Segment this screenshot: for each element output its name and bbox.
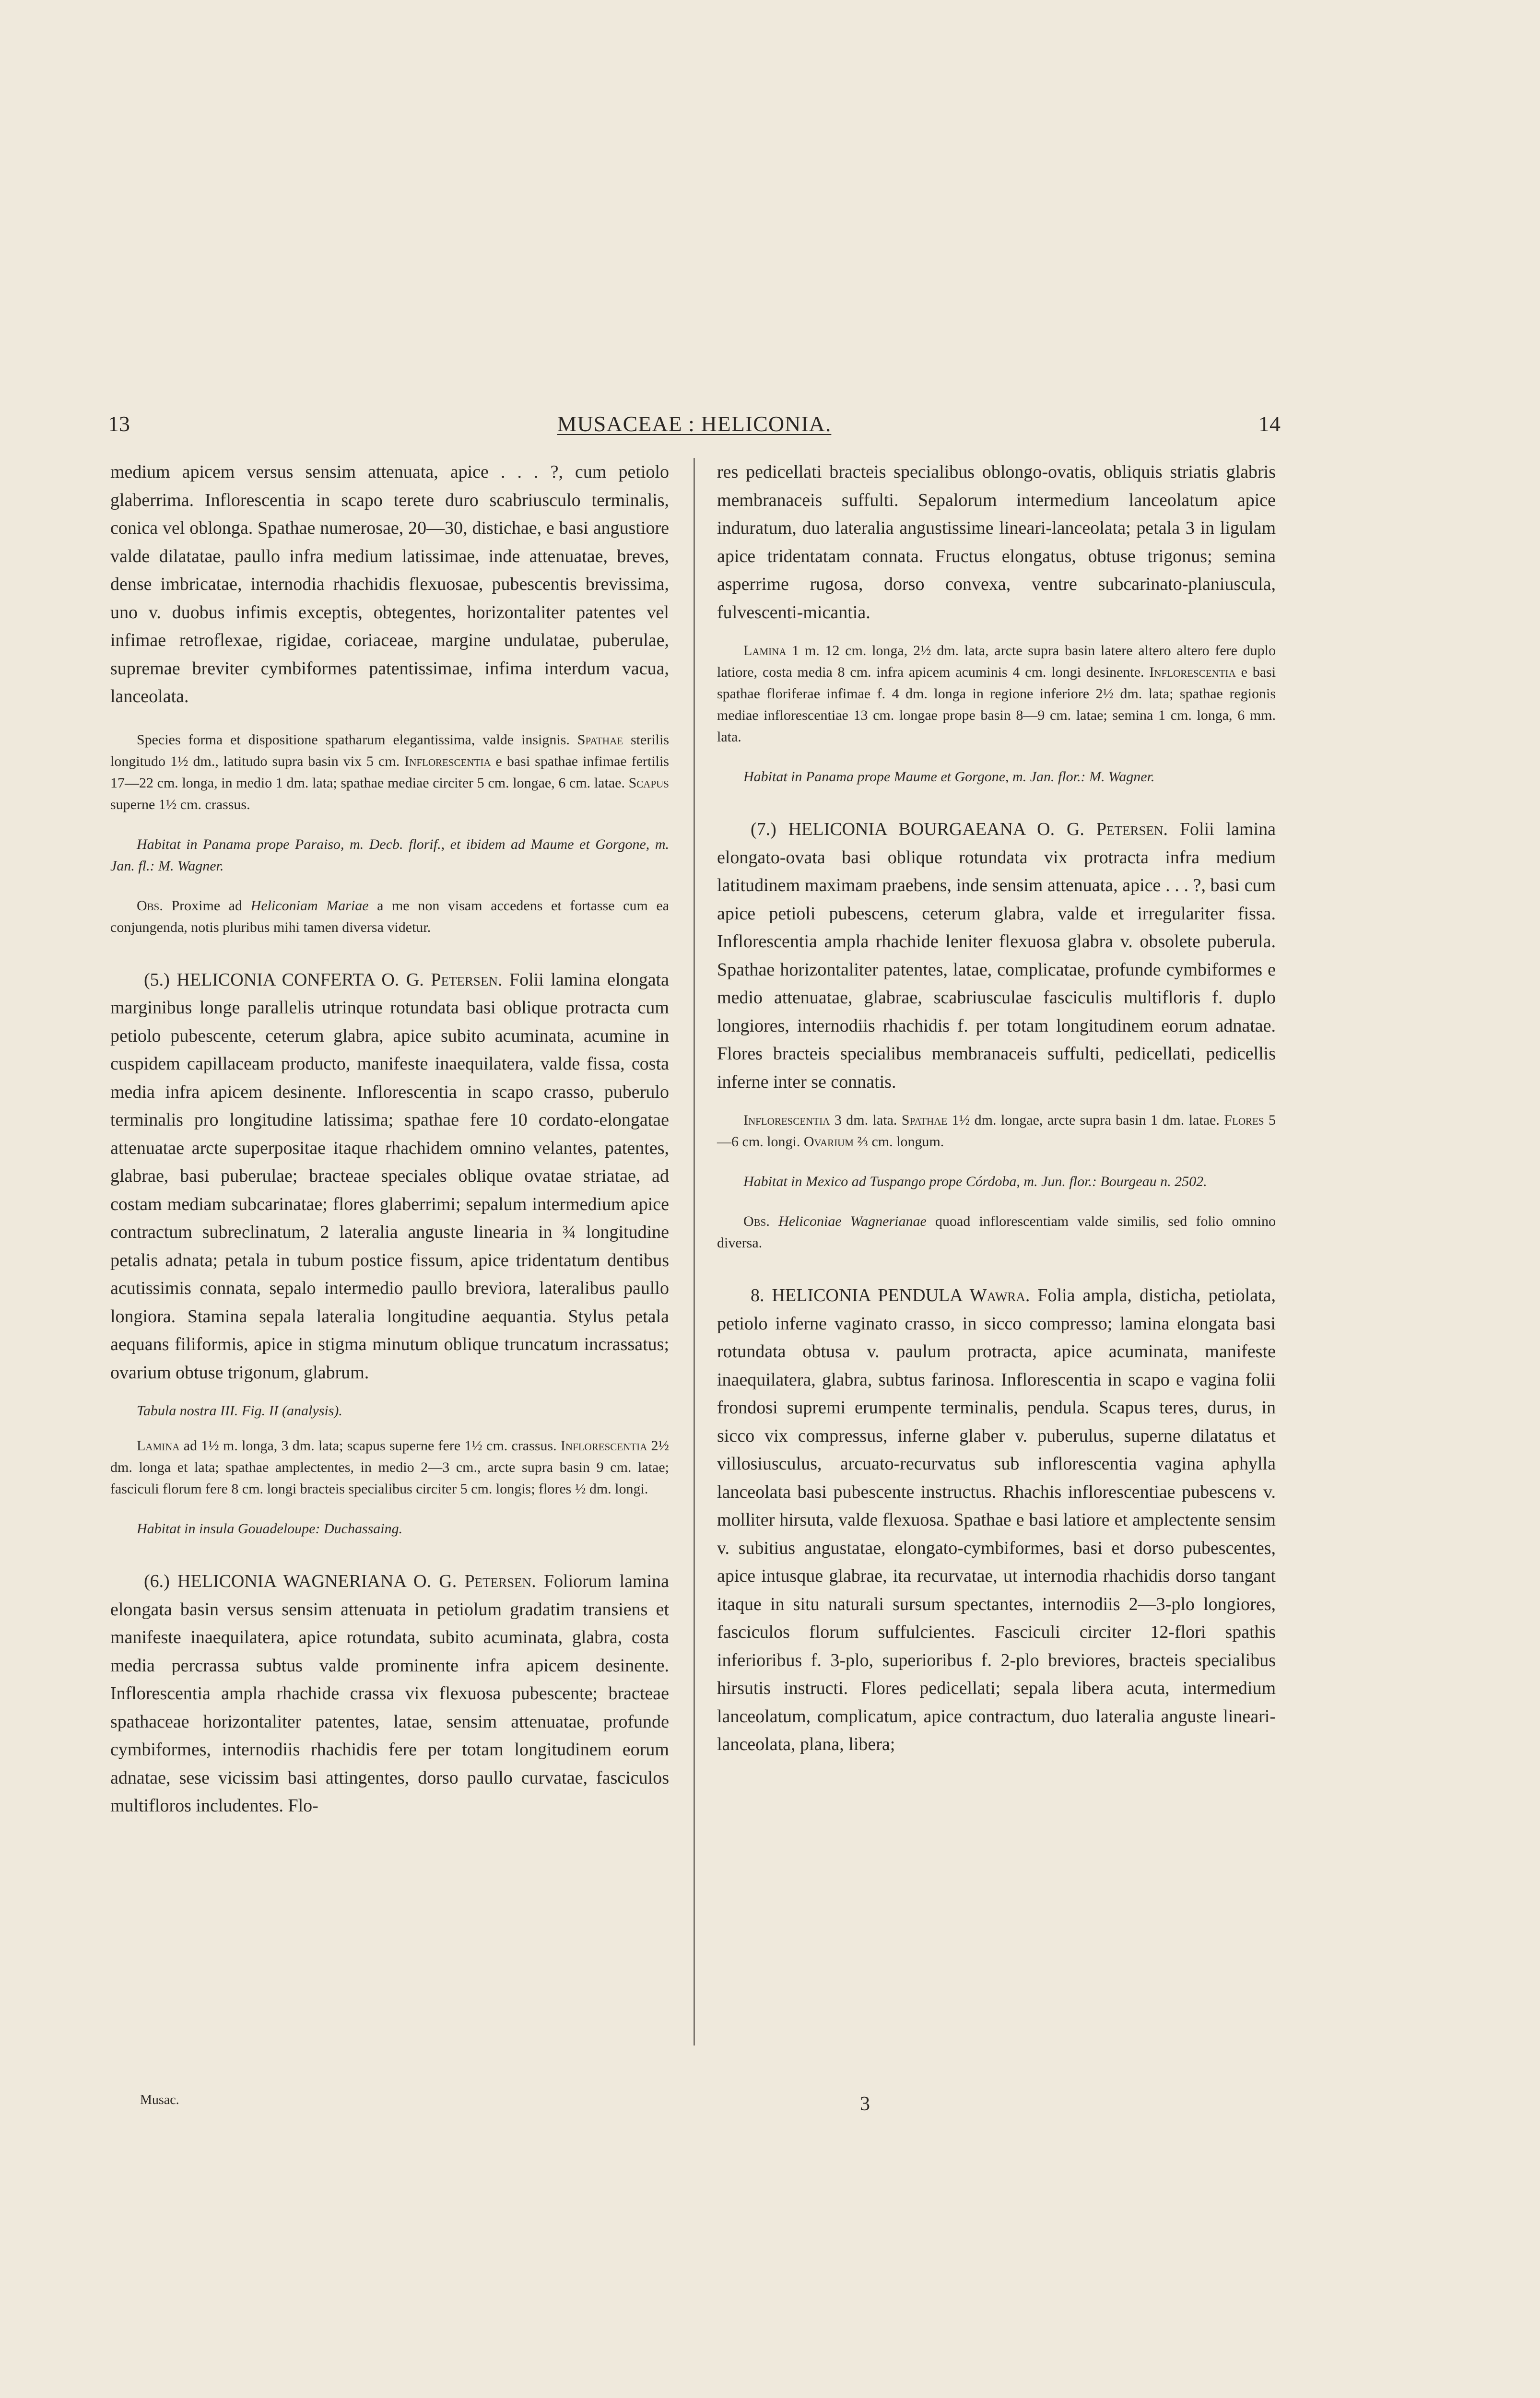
running-title: MUSACEAE : HELICONIA.	[557, 411, 832, 436]
species-entry-7: (7.) HELICONIA BOURGAEANA O. G. Petersen. Folii lamina elongato-ovata basi oblique rotundata vix protracta infra medium latitudinem maximam praebens, inde sensim attenuata, apice . . . ?, basi cum apice petioli pubescens, ceterum glabra, valde et irregulariter fissa. Inflorescentia ampla rhachide leniter flexuosa glabra v. obsolete puberula. Spathae horizontaliter patentes, latae, complicatae, profunde cymbiformes e medio attenuatae, glabrae, scabriusculae fasciculis multifloris f. duplo longiores, internodiis rhachidis f. per totam longitudinem eorum adnatae. Flores bracteis specialibus membranaceis suffulti, pedicellati, pedicellis inferne inter se connatis.	[717, 819, 1276, 1092]
measurements-note: Lamina 1 m. 12 cm. longa, 2½ dm. lata, arcte supra basin latere altero altero fere duplo latiore, costa media 8 cm. infra apicem acuminis 4 cm. longi desinente. Inflorescentia e basi spathae floriferae infimae f. 4 dm. longa in regione inferiore 2½ dm. lata; spathae regionis mediae inflorescentiae 13 cm. longae prope basin 8—9 cm. latae; semina 1 cm. longa, 6 mm. lata.	[717, 643, 1276, 745]
species-entry-5: (5.) HELICONIA CONFERTA O. G. Petersen. Folii lamina elongata marginibus longe parallelis utrinque rotundata basi oblique protracta cum petiolo pubescente, ceterum glabra, apice subito acuminata, acumine in cuspidem capillaceam producto, manifeste inaequilatera, valde fissa, costa media infra apicem desinente. Inflorescentia in scapo crasso, puberulo terminalis pro longitudine latissima; spathae fere 10 cordato-elongatae attenuatae arcte superpositae itaque rhachidem omnino velantes, patentes, glabrae, basi puberulae; bracteae speciales oblique ovatae striatae, ad costam mediam subcarinatae; flores glaberrimi; sepalum intermedium apice contractum subreclinatum, 2 lateralia anguste linearia in ¾ longitudine petalis adnata; petala in tubum postice fissum, apice tridentatum dentibus acutissimis connata, sepalo intermedio paullo breviora, lateralibus paullo longiora. Stamina sepala lateralia longitudine aequantia. Stylus petala aequans filiformis, apice in stigma minutum oblique truncatum incrassatus; ovarium obtuse trigonum, glabrum.	[110, 969, 670, 1383]
observation-note: Obs. Proxime ad Heliconiam Mariae a me non visam accedens et fortasse cum ea conjungenda, notis pluribus mihi tamen diversa videtur.	[110, 897, 670, 935]
habitat-note: Habitat in Mexico ad Tuspango prope Córdoba, m. Jun. flor.: Bourgeau n. 2502.	[743, 1174, 1207, 1189]
species-entry-6: (6.) HELICONIA WAGNERIANA O. G. Petersen. Foliorum lamina elongata basin versus sensim attenuata in petiolum gradatim transiens et manifeste inaequilatera, apice rotundata, subito acuminata, glabra, costa media percrassa subtus valde prominente infra apicem desinente. Inflorescentia ampla rhachide crassa vix flexuosa pubescente; bracteae spathaceae horizontaliter patentes, latae, sensim attenuatae, profunde cymbiformes, internodiis rhachidis fere per totam longitudinem eorum adnatae, sese vicissim basi attingentes, dorso paullo curvatae, fasciculos multifloros includentes. Flo-	[110, 1571, 670, 1816]
column-divider	[694, 458, 695, 2045]
species-heading: 8. HELICONIA PENDULA	[751, 1285, 962, 1305]
measurements-note: Inflorescentia 3 dm. lata. Spathae 1½ dm. longae, arcte supra basin 1 dm. latae. Flores 5—6 cm. longi. Ovarium ⅔ cm. longum.	[717, 1112, 1276, 1150]
species-heading: (6.) HELICONIA WAGNERIANA O. G.	[144, 1571, 457, 1591]
left-column	[110, 458, 669, 1820]
species-entry-8: 8. HELICONIA PENDULA Wawra. Folia ampla, disticha, petiolata, petiolo inferne vaginato crasso, in sicco compresso; lamina elongata basi rotundata obtusa v. paulum protracta, apice acuminata, manifeste inaequilatera, glabra, subtus farinosa. Inflorescentia in scapo e vagina folii frondosi supremi erumpente terminalis, pendula. Scapus teres, durus, in sicco vix compressus, inferne glaber v. puberulus, superne dilatatus et villosiusculus, arcuato-recurvatus sub inflorescentia vagina aphylla lanceolata basi pubescente instructus. Rhachis inflorescentiae pubescens v. molliter hirsuta, valde flexuosa. Spathae e basi latiore et amplectente sensim v. subitius angustatae, elongato-cymbiformes, basi et dorso pubescentes, apice intusque glabrae, ita recurvatae, ut internodia rhachidis dorso tangant itaque in situ naturali sursum spectantes, internodiis 2—3-plo longiores, fasciculos florum suffulcientes. Fasciculi circiter 12-flori spathis inferioribus f. 3-plo, superioribus f. 2-plo breviores, bracteis specialibus hirsutis instructi. Flores pedicellati; sepala libera acuta, intermedium lanceolatum, complicatum, apice contractum, duo lateralia anguste lineari-lanceolata, plana, libera;	[717, 1285, 1276, 1754]
paragraph: res pedicellati bracteis specialibus oblongo-ovatis, obliquis striatis glabris membranaceis suffulti. Sepalorum intermedium lanceolatum apice induratum, duo lateralia angustissime lineari-lanceolata; petala 3 in ligulam apice tridentatam connata. Fructus elongatus, obtuse trigonus; semina asperrime rugosa, dorso convexa, ventre subcarinato-planiuscula, fulvescenti-micantia.	[717, 462, 1276, 623]
running-header	[108, 410, 1281, 438]
page-number-left: 13	[108, 411, 130, 436]
observation-note: Obs. Heliconiae Wagnerianae quoad inflorescentiam valde similis, sed folio omnino diversa.	[717, 1213, 1276, 1251]
signature-mark: Musac.	[140, 2092, 179, 2107]
measurements-note: Lamina ad 1½ m. longa, 3 dm. lata; scapus superne fere 1½ cm. crassus. Inflorescentia 2½ dm. longa et lata; spathae amplectentes, in medio 2—3 cm., arcte supra basin 9 cm. latae; fasciculi florum fere 8 cm. longi bracteis specialibus circiter 5 cm. longis; flores ½ dm. longi.	[110, 1438, 669, 1497]
page-number-right: 14	[1258, 411, 1281, 436]
paragraph: medium apicem versus sensim attenuata, apice . . . ?, cum petiolo glaberrima. Inflorescentia in scapo terete duro scabriusculo terminalis, conica vel oblonga. Spathae numerosae, 20—30, distichae, e basi angustiore valde dilatatae, paullo infra medium latissimae, inde attenuatae, breves, dense imbricatae, internodia rhachidis flexuosae, pubescentis brevissima, uno v. duobus infimis exceptis, obtegentes, horizontaliter patentes vel infimae retroflexae, rigidae, coriaceae, margine undulatae, puberulae, supremae breviter cymbiformes patentissimae, infima interdum vacua, lanceolata.	[110, 462, 669, 706]
plate-reference: Tabula nostra III. Fig. II (analysis).	[137, 1403, 342, 1419]
habitat-note: Habitat in insula Gouadeloupe: Duchassaing.	[137, 1521, 403, 1537]
habitat-note: Habitat in Panama prope Paraiso, m. Decb. florif., et ibidem ad Maume et Gorgone, m. Jan. fl.: M. Wagner.	[110, 836, 669, 874]
species-heading: (5.) HELICONIA CONFERTA O. G.	[144, 969, 424, 990]
measurements-note: Species forma et dispositione spatharum elegantissima, valde insignis. Spathae sterilis longitudo 1½ dm., latitudo supra basin vix 5 cm. Inflorescentia e basi spathae infimae fertilis 17—22 cm. longa, in medio 1 dm. lata; spathae mediae circiter 5 cm. longae, 6 cm. latae. Scapus superne 1½ cm. crassus.	[110, 731, 670, 812]
habitat-note: Habitat in Panama prope Maume et Gorgone, m. Jan. flor.: M. Wagner.	[743, 769, 1155, 785]
right-column	[717, 458, 1276, 1759]
signature-number: 3	[860, 2093, 870, 2115]
species-heading: (7.) HELICONIA BOURGAEANA O. G.	[751, 819, 1084, 839]
